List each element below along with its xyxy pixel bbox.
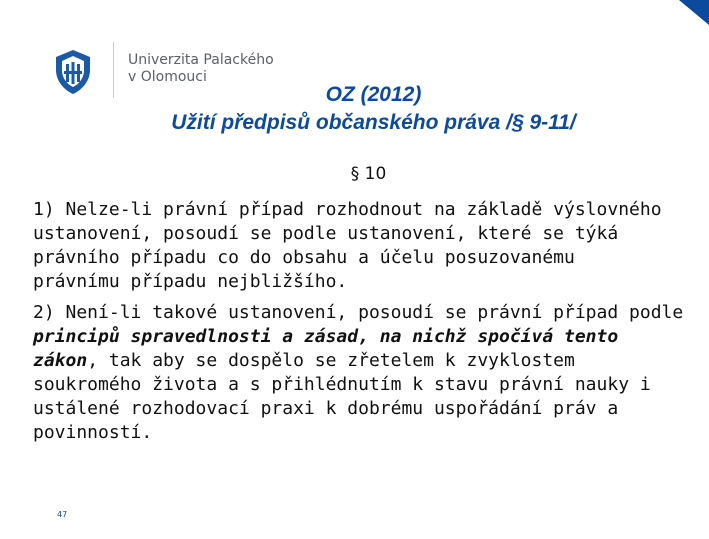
slide-title-line2: Užití předpisů občanského práva /§ 9-11/ — [171, 111, 576, 134]
university-name — [128, 52, 274, 86]
paragraph-1 — [33, 198, 693, 294]
paragraph-2-emphasis: zákon — [33, 350, 88, 371]
paragraph-2-line — [33, 349, 693, 373]
paragraph-2-line: principů spravedlnosti a zásad, na nichž spočívá tento — [33, 326, 619, 347]
paragraph-1-line: právnímu případu nejbližšího. — [33, 271, 348, 292]
body-text — [33, 198, 693, 452]
page-number: 47 — [57, 510, 68, 519]
paragraph-2-line: povinností. — [33, 422, 153, 443]
paragraph-1-line: 1) Nelze-li právní případ rozhodnout na základě výslovného — [33, 199, 662, 220]
paragraph-1-line: ustanovení, posoudí se podle ustanovení, které se týká — [33, 223, 619, 244]
paragraph-2 — [33, 301, 693, 445]
university-name-line2: v Olomouci — [128, 69, 207, 85]
paragraph-2-line-rest: , tak aby se dospělo se zřetelem k zvyklostem — [87, 350, 575, 371]
university-name-line1: Univerzita Palackého — [128, 52, 274, 68]
paragraph-2-line: soukromého života a s přihlédnutím k stavu právní nauky i — [33, 374, 651, 395]
paragraph-1-line: právního případu co do obsahu a účelu posuzovanému — [33, 247, 575, 268]
paragraph-2-line: 2) Není-li takové ustanovení, posoudí se právní případ podle — [33, 302, 684, 323]
slide-title-line1: OZ (2012) — [325, 83, 422, 106]
paragraph-2-line: ustálené rozhodovací praxi k dobrému uspořádání práv a — [33, 398, 619, 419]
section-heading: § 10 — [350, 164, 387, 184]
